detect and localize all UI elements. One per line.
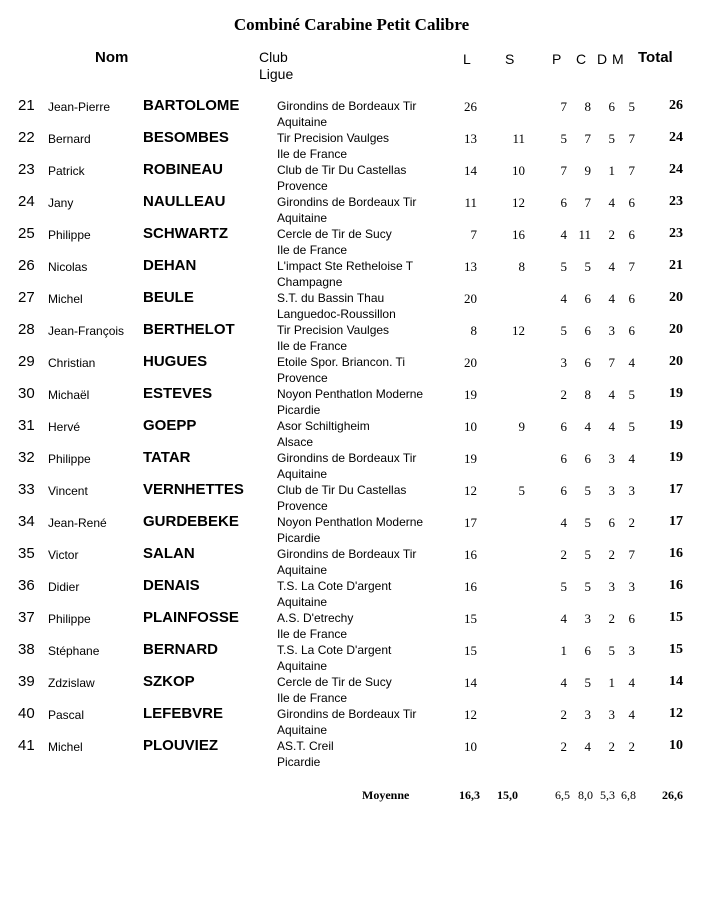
score-d: 3 [608,483,615,498]
average-c: 8,0 [578,788,593,802]
score-p: 2 [560,739,567,754]
total: 19 [669,386,683,401]
last-name: LEFEBVRE [143,705,224,722]
rank: 41 [18,737,35,754]
score-p: 4 [560,291,567,306]
score-m: 6 [628,323,635,338]
total: 19 [669,418,683,433]
header-ligue: Ligue [259,66,294,82]
club: T.S. La Cote D'argent [277,579,392,593]
last-name: DENAIS [143,577,200,594]
score-c: 5 [584,547,591,562]
club: Club de Tir Du Castellas [277,163,407,177]
last-name: BERNARD [143,641,218,658]
score-l: 15 [464,611,477,626]
score-p: 4 [560,675,567,690]
score-m: 7 [628,163,635,178]
ligue: Picardie [277,755,321,769]
total: 24 [669,130,683,145]
ligue: Ile de France [277,627,348,641]
first-name: Christian [48,356,96,370]
score-p: 7 [560,163,567,178]
first-name: Michel [48,740,83,754]
ligue: Ile de France [277,147,348,161]
ligue: Ile de France [277,243,348,257]
total: 20 [669,290,683,305]
rank: 28 [18,321,35,338]
score-d: 4 [608,259,615,274]
score-c: 8 [584,99,591,114]
rank: 37 [18,609,35,626]
rank: 36 [18,577,35,594]
score-l: 16 [464,579,477,594]
score-s: 11 [512,131,525,146]
score-l: 15 [464,643,477,658]
score-c: 4 [584,739,591,754]
last-name: BEULE [143,289,194,306]
ligue: Provence [277,371,328,385]
score-c: 5 [584,579,591,594]
club: Club de Tir Du Castellas [277,483,407,497]
table-row [0,737,703,769]
table-row [0,225,703,257]
score-l: 19 [464,387,477,402]
score-l: 10 [464,739,477,754]
first-name: Bernard [48,132,91,146]
score-c: 5 [584,675,591,690]
score-p: 6 [560,419,567,434]
total: 17 [669,514,683,529]
score-l: 26 [464,99,477,114]
last-name: VERNHETTES [143,481,244,498]
score-l: 13 [464,259,477,274]
first-name: Vincent [48,484,88,498]
rank: 31 [18,417,35,434]
score-d: 5 [608,131,615,146]
score-p: 4 [560,515,567,530]
rank: 35 [18,545,35,562]
first-name: Pascal [48,708,85,722]
score-l: 12 [464,707,477,722]
score-c: 6 [584,643,591,658]
score-p: 6 [560,483,567,498]
last-name: BESOMBES [143,129,229,146]
score-p: 3 [560,355,567,370]
average-d: 5,3 [600,788,615,802]
first-name: Nicolas [48,260,88,274]
rank: 22 [18,129,35,146]
last-name: SALAN [143,545,195,562]
score-l: 14 [464,675,477,690]
club: T.S. La Cote D'argent [277,643,392,657]
club: L'impact Ste Retheloise T [277,259,414,273]
first-name: Victor [48,548,79,562]
ligue: Languedoc-Roussillon [277,307,396,321]
score-p: 2 [560,547,567,562]
last-name: ESTEVES [143,385,213,402]
table-row [0,161,703,193]
rank: 24 [18,193,35,210]
table-row [0,545,703,577]
score-c: 7 [584,195,591,210]
table-row [0,193,703,225]
score-c: 3 [584,707,591,722]
club: Cercle de Tir de Sucy [277,675,392,689]
score-p: 2 [560,387,567,402]
ligue: Alsace [277,435,314,449]
header-m: M [612,51,624,67]
score-d: 5 [608,643,615,658]
last-name: DEHAN [143,257,197,274]
club: Girondins de Bordeaux Tir [277,195,417,209]
score-p: 5 [560,579,567,594]
ligue: Aquitaine [277,563,328,577]
last-name: PLAINFOSSE [143,609,239,626]
ligue: Ile de France [277,691,348,705]
score-m: 6 [628,291,635,306]
last-name: TATAR [143,449,191,466]
score-l: 11 [464,195,477,210]
ligue: Aquitaine [277,723,328,737]
average-s: 15,0 [497,788,518,802]
score-c: 3 [584,611,591,626]
club: Girondins de Bordeaux Tir [277,99,417,113]
club: Etoile Spor. Briancon. Ti [277,355,406,369]
first-name: Zdzislaw [48,676,95,690]
rank: 33 [18,481,35,498]
rank: 26 [18,257,35,274]
rank: 34 [18,513,35,530]
ligue: Champagne [277,275,343,289]
score-c: 9 [584,163,591,178]
score-s: 8 [518,259,525,274]
score-d: 3 [608,323,615,338]
score-p: 5 [560,131,567,146]
score-m: 7 [628,131,635,146]
score-d: 6 [608,515,615,530]
score-p: 4 [560,611,567,626]
ligue: Aquitaine [277,595,328,609]
last-name: BERTHELOT [143,321,235,338]
score-c: 7 [584,131,591,146]
header-d: D [597,51,608,67]
total: 15 [669,610,683,625]
table-row [0,577,703,609]
table-row [0,609,703,641]
rank: 38 [18,641,35,658]
last-name: PLOUVIEZ [143,737,219,754]
header-s: S [505,51,515,67]
ligue: Aquitaine [277,211,328,225]
last-name: GOEPP [143,417,197,434]
first-name: Jany [48,196,74,210]
ligue: Ile de France [277,339,348,353]
table-row [0,289,703,321]
score-m: 5 [628,387,635,402]
average-m: 6,8 [621,788,636,802]
last-name: SCHWARTZ [143,225,228,242]
score-d: 2 [608,547,615,562]
score-p: 2 [560,707,567,722]
table-row [0,321,703,353]
rank: 30 [18,385,35,402]
table-row [0,417,703,449]
score-m: 6 [628,195,635,210]
score-d: 4 [608,195,615,210]
score-l: 20 [464,291,477,306]
rank: 23 [18,161,35,178]
score-l: 16 [464,547,477,562]
score-l: 8 [470,323,477,338]
total: 15 [669,642,683,657]
score-l: 17 [464,515,477,530]
club: A.S. D'etrechy [277,611,354,625]
first-name: Michaël [48,388,90,402]
score-c: 6 [584,323,591,338]
score-d: 3 [608,707,615,722]
score-d: 3 [608,579,615,594]
club: AS.T. Creil [277,739,334,753]
score-c: 5 [584,515,591,530]
score-c: 8 [584,387,591,402]
first-name: Patrick [48,164,85,178]
table-row [0,353,703,385]
ligue: Aquitaine [277,115,328,129]
ligue: Picardie [277,403,321,417]
total: 19 [669,450,683,465]
header-l: L [463,51,471,67]
score-m: 7 [628,547,635,562]
average-l: 16,3 [459,788,480,802]
score-s: 10 [512,163,525,178]
first-name: Philippe [48,612,91,626]
score-p: 7 [560,99,567,114]
rank: 29 [18,353,35,370]
score-d: 4 [608,291,615,306]
score-s: 16 [512,227,525,242]
table-row [0,513,703,545]
score-m: 7 [628,259,635,274]
score-d: 7 [608,355,615,370]
first-name: Didier [48,580,80,594]
score-d: 2 [608,227,615,242]
score-m: 4 [628,707,635,722]
table-row [0,673,703,705]
score-c: 5 [584,483,591,498]
score-m: 2 [628,515,635,530]
score-p: 5 [560,259,567,274]
score-p: 5 [560,323,567,338]
rank: 32 [18,449,35,466]
score-m: 5 [628,419,635,434]
score-m: 2 [628,739,635,754]
page-title: Combiné Carabine Petit Calibre [233,15,470,34]
average-total: 26,6 [662,788,683,802]
club: S.T. du Bassin Thau [277,291,385,305]
table-row [0,641,703,673]
score-p: 1 [560,643,567,658]
first-name: Jean-François [48,324,125,338]
score-l: 14 [464,163,477,178]
score-m: 3 [628,643,635,658]
score-m: 6 [628,227,635,242]
last-name: BARTOLOME [143,97,240,114]
score-d: 4 [608,387,615,402]
club: Girondins de Bordeaux Tir [277,547,417,561]
club: Girondins de Bordeaux Tir [277,707,417,721]
last-name: HUGUES [143,353,208,370]
first-name: Philippe [48,228,91,242]
total: 17 [669,482,683,497]
score-l: 10 [464,419,477,434]
average-label: Moyenne [362,788,410,802]
club: Girondins de Bordeaux Tir [277,451,417,465]
rank: 21 [18,97,35,114]
first-name: Stéphane [48,644,100,658]
first-name: Philippe [48,452,91,466]
club: Tir Precision Vaulges [277,323,390,337]
score-s: 12 [512,323,525,338]
score-m: 3 [628,579,635,594]
first-name: Hervé [48,420,81,434]
score-m: 4 [628,355,635,370]
score-m: 6 [628,611,635,626]
ligue: Aquitaine [277,659,328,673]
score-d: 3 [608,451,615,466]
rank: 25 [18,225,35,242]
score-m: 4 [628,451,635,466]
total: 23 [669,226,683,241]
total: 16 [669,546,683,561]
table-row [0,481,703,513]
total: 23 [669,194,683,209]
score-p: 6 [560,451,567,466]
score-l: 7 [470,227,477,242]
score-l: 19 [464,451,477,466]
score-l: 12 [464,483,477,498]
last-name: SZKOP [143,673,195,690]
ligue: Aquitaine [277,467,328,481]
score-c: 4 [584,419,591,434]
score-d: 1 [608,163,615,178]
table-row [0,97,703,129]
score-d: 2 [608,611,615,626]
header-total: Total [638,49,673,66]
total: 16 [669,578,683,593]
club: Asor Schiltigheim [277,419,370,433]
score-c: 11 [578,227,591,242]
first-name: Jean-Pierre [48,100,111,114]
header-club: Club [259,49,288,65]
ligue: Provence [277,179,328,193]
club: Tir Precision Vaulges [277,131,390,145]
rank: 27 [18,289,35,306]
total: 26 [669,98,683,113]
total: 14 [669,674,683,689]
first-name: Michel [48,292,83,306]
score-p: 6 [560,195,567,210]
score-s: 12 [512,195,525,210]
club: Noyon Penthatlon Moderne [277,387,424,401]
score-l: 13 [464,131,477,146]
last-name: GURDEBEKE [143,513,239,530]
total: 12 [669,706,683,721]
total: 21 [669,258,683,273]
ligue: Picardie [277,531,321,545]
score-m: 4 [628,675,635,690]
last-name: NAULLEAU [143,193,226,210]
score-d: 2 [608,739,615,754]
total: 24 [669,162,683,177]
score-s: 5 [518,483,525,498]
total: 20 [669,354,683,369]
score-d: 6 [608,99,615,114]
club: Cercle de Tir de Sucy [277,227,392,241]
score-c: 6 [584,291,591,306]
score-d: 4 [608,419,615,434]
score-m: 3 [628,483,635,498]
table-row [0,129,703,161]
table-row [0,257,703,289]
average-p: 6,5 [555,788,570,802]
last-name: ROBINEAU [143,161,224,178]
first-name: Jean-René [48,516,107,530]
table-row [0,705,703,737]
score-s: 9 [518,419,525,434]
table-row [0,449,703,481]
rank: 40 [18,705,35,722]
score-c: 5 [584,259,591,274]
score-l: 20 [464,355,477,370]
total: 10 [669,738,683,753]
score-c: 6 [584,355,591,370]
header-c: C [576,51,587,67]
rank: 39 [18,673,35,690]
score-p: 4 [560,227,567,242]
header-nom: Nom [95,49,129,66]
score-m: 5 [628,99,635,114]
ligue: Provence [277,499,328,513]
total: 20 [669,322,683,337]
club: Noyon Penthatlon Moderne [277,515,424,529]
table-row [0,385,703,417]
score-c: 6 [584,451,591,466]
header-p: P [552,51,562,67]
score-d: 1 [608,675,615,690]
